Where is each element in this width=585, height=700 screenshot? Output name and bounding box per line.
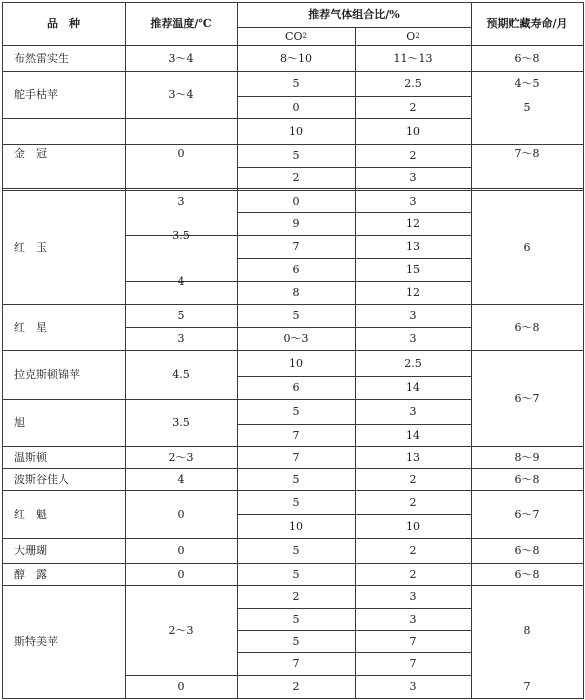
co2-value: 2 bbox=[292, 171, 300, 184]
header-o2 bbox=[355, 27, 471, 45]
o2-value: 3 bbox=[409, 171, 417, 184]
o2-value: 3 bbox=[409, 194, 417, 208]
variety-name: 醇 露 bbox=[14, 567, 47, 581]
o2-value: 2.5 bbox=[404, 77, 422, 90]
life-value: 6～7 bbox=[514, 391, 540, 405]
o2-value: 2.5 bbox=[404, 356, 422, 370]
o2-value: 13 bbox=[406, 240, 420, 253]
o2-value: 14 bbox=[406, 381, 420, 394]
grid-line-h bbox=[2, 698, 584, 699]
temp-value: 2～3 bbox=[168, 623, 194, 637]
o2-value: 2 bbox=[409, 495, 417, 509]
co2-value: 8～10 bbox=[280, 51, 312, 65]
header-life: 预期贮藏寿命/月 bbox=[486, 17, 568, 30]
o2-value: 15 bbox=[406, 263, 420, 276]
o2-value: 2 bbox=[409, 472, 417, 486]
life-value: 6～8 bbox=[514, 320, 540, 334]
variety-name: 旭 bbox=[14, 416, 25, 429]
o2-value: 3 bbox=[409, 405, 417, 418]
temp-value: 3～4 bbox=[168, 88, 194, 101]
co2-value: 0～3 bbox=[283, 332, 309, 345]
co2-value: 7 bbox=[292, 450, 300, 464]
header-temp: 推荐温度/℃ bbox=[150, 17, 212, 30]
temp-value: 3 bbox=[177, 194, 185, 208]
o2-value: 3 bbox=[409, 590, 417, 603]
header-co2-sub: 2 bbox=[302, 31, 307, 40]
o2-value: 2 bbox=[409, 567, 417, 581]
o2-value: 3 bbox=[409, 680, 417, 693]
co2-value: 5 bbox=[292, 567, 300, 581]
co2-value: 2 bbox=[292, 590, 300, 603]
o2-value: 10 bbox=[406, 124, 420, 138]
temp-value: 0 bbox=[177, 680, 185, 693]
o2-value: 14 bbox=[406, 428, 420, 442]
o2-value: 2 bbox=[409, 100, 417, 114]
o2-value: 3 bbox=[409, 612, 417, 626]
grid-line-v bbox=[583, 2, 584, 698]
variety-name: 布然雷实生 bbox=[14, 51, 69, 65]
temp-value: 4 bbox=[177, 472, 185, 486]
co2-value: 7 bbox=[292, 428, 300, 442]
co2-value: 5 bbox=[292, 77, 300, 90]
life-value: 7～8 bbox=[514, 146, 540, 160]
life-value: 6 bbox=[523, 240, 531, 254]
life-value: 5 bbox=[523, 100, 531, 114]
life-value: 6～7 bbox=[514, 507, 540, 521]
co2-value: 10 bbox=[289, 519, 303, 533]
co2-value: 10 bbox=[289, 356, 303, 370]
co2-value: 7 bbox=[292, 240, 300, 253]
variety-name: 波斯谷佳人 bbox=[14, 472, 69, 486]
co2-value: 0 bbox=[292, 194, 300, 208]
life-value: 6～8 bbox=[514, 544, 540, 557]
temp-value: 3 bbox=[177, 332, 185, 345]
co2-value: 0 bbox=[292, 100, 300, 114]
temp-value: 2～3 bbox=[168, 450, 194, 464]
temp-value: 3.5 bbox=[172, 416, 190, 429]
temp-value: 0 bbox=[177, 544, 185, 557]
temp-value: 4 bbox=[177, 274, 185, 288]
variety-name: 红 玉 bbox=[14, 240, 47, 254]
co2-value: 5 bbox=[292, 495, 300, 509]
o2-value: 2 bbox=[409, 149, 417, 162]
co2-value: 5 bbox=[292, 544, 300, 557]
o2-value: 7 bbox=[409, 657, 417, 670]
life-value: 8～9 bbox=[514, 450, 540, 464]
temp-value: 3～4 bbox=[168, 51, 194, 65]
co2-value: 5 bbox=[292, 612, 300, 626]
variety-name: 红 魁 bbox=[14, 507, 47, 521]
life-value: 7 bbox=[523, 680, 531, 693]
o2-value: 12 bbox=[406, 217, 420, 230]
variety-name: 大珊瑚 bbox=[14, 544, 47, 557]
co2-value: 7 bbox=[292, 657, 300, 670]
temp-value: 0 bbox=[177, 507, 185, 521]
variety-name: 斯特美苹 bbox=[14, 635, 58, 648]
co2-value: 5 bbox=[292, 634, 300, 648]
co2-value: 5 bbox=[292, 472, 300, 486]
variety-name: 舵手枯苹 bbox=[14, 88, 58, 101]
life-value: 8 bbox=[523, 623, 531, 637]
temp-value: 3.5 bbox=[172, 228, 190, 242]
co2-value: 5 bbox=[292, 405, 300, 418]
life-value: 6～8 bbox=[514, 472, 540, 486]
temp-value: 4.5 bbox=[172, 368, 190, 381]
header-co2 bbox=[237, 27, 355, 45]
o2-value: 10 bbox=[406, 519, 420, 533]
life-value: 6～8 bbox=[514, 567, 540, 581]
temp-value: 0 bbox=[177, 146, 185, 160]
o2-value: 12 bbox=[406, 286, 420, 299]
variety-name: 温斯顿 bbox=[14, 450, 47, 464]
o2-value: 11～13 bbox=[393, 51, 433, 65]
co2-value: 2 bbox=[292, 680, 300, 693]
header-o2-base: O bbox=[406, 29, 416, 43]
o2-value: 3 bbox=[409, 309, 417, 322]
header-o2-sub: 2 bbox=[415, 31, 420, 40]
variety-name: 金 冠 bbox=[14, 146, 47, 160]
co2-value: 5 bbox=[292, 149, 300, 162]
co2-value: 8 bbox=[292, 286, 300, 299]
o2-value: 2 bbox=[409, 544, 417, 557]
variety-name: 拉克斯顿锦苹 bbox=[14, 368, 80, 381]
co2-value: 6 bbox=[292, 381, 300, 394]
grid-line-h bbox=[2, 188, 584, 189]
variety-name: 红 星 bbox=[14, 320, 47, 334]
co2-value: 10 bbox=[289, 124, 303, 138]
life-value: 4～5 bbox=[514, 77, 540, 90]
temp-value: 5 bbox=[177, 309, 185, 322]
co2-value: 6 bbox=[292, 263, 300, 276]
life-value: 6～8 bbox=[514, 51, 540, 65]
header-variety: 品 种 bbox=[47, 17, 80, 30]
temp-value: 0 bbox=[177, 567, 185, 581]
co2-value: 9 bbox=[292, 217, 300, 230]
co2-value: 5 bbox=[292, 309, 300, 322]
o2-value: 13 bbox=[406, 450, 420, 464]
header-co2-base: CO bbox=[285, 29, 303, 43]
o2-value: 7 bbox=[409, 634, 417, 648]
header-gas: 推荐气体组合比/% bbox=[308, 8, 400, 21]
o2-value: 3 bbox=[409, 332, 417, 345]
